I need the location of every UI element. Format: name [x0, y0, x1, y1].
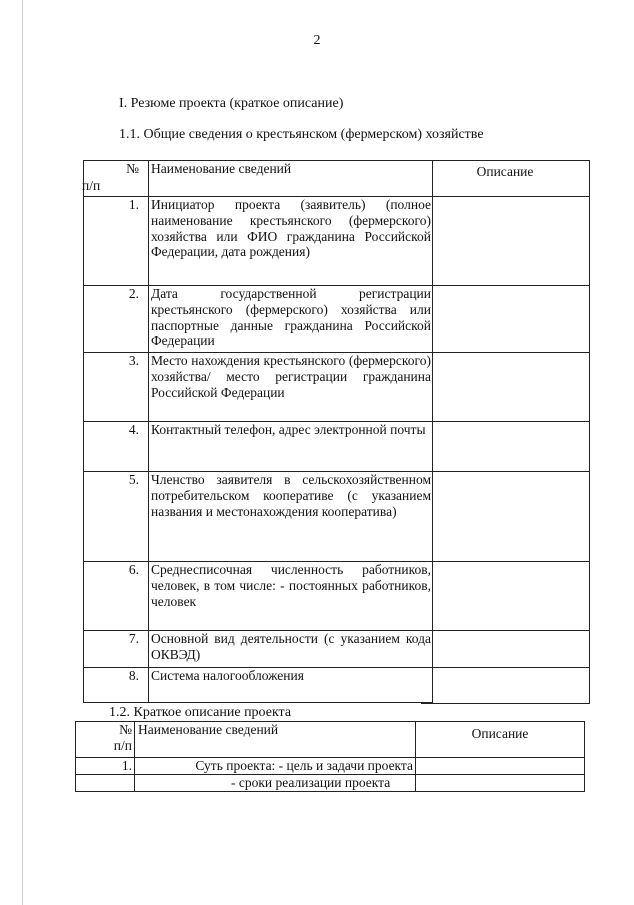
row-number: 5.	[84, 472, 149, 562]
table1-desc-separator	[421, 471, 589, 472]
table1-header-description: Описание	[476, 164, 534, 179]
table1-desc-separator	[421, 561, 589, 562]
section-title: I. Резюме проекта (краткое описание)	[119, 96, 344, 111]
row-number: 1.	[76, 758, 135, 775]
row-name: Инициатор проекта (заявитель) (полное наименование крестьянского (фермерского) хозяйства или ФИО гражданина Российской Федерации, дата рождения)	[149, 197, 433, 286]
table-row	[84, 631, 433, 668]
subsection-1-title: 1.1. Общие сведения о крестьянском (фермерском) хозяйстве	[119, 127, 484, 142]
number-sign: №	[126, 161, 139, 176]
row-number	[76, 775, 135, 792]
table1-desc-separator	[421, 630, 589, 631]
table-row	[84, 668, 433, 703]
subsection-2-title: 1.2. Краткое описание проекта	[109, 705, 292, 720]
number-sign: №	[119, 722, 132, 737]
row-number: 3.	[84, 353, 149, 422]
table-row	[84, 472, 433, 562]
table-row	[84, 422, 433, 472]
table-row	[84, 197, 433, 286]
row-name: Дата государственной регистрации крестьянского (фермерского) хозяйства или паспортные данные гражданина Российской Федерации	[149, 286, 433, 353]
row-name: Членство заявителя в сельскохозяйственном потребительском кооперативе (с указанием названия и местонахождения кооператива)	[149, 472, 433, 562]
table2-header-number	[76, 722, 135, 758]
row-name: Среднесписочная численность работников, человек, в том числе: - постоянных работников, человек	[149, 562, 433, 631]
table1-header-row	[84, 161, 433, 197]
general-info-table	[83, 160, 433, 703]
page-number: 2	[313, 33, 321, 48]
table1-desc-separator	[421, 196, 589, 197]
table-row	[84, 353, 433, 422]
table1-desc-separator	[421, 421, 589, 422]
row-number: 6.	[84, 562, 149, 631]
table1-desc-separator	[421, 352, 589, 353]
table1-description-column	[421, 160, 590, 704]
number-pp: п/п	[82, 178, 101, 193]
table2-header-name: Наименование сведений	[135, 722, 416, 758]
table-row	[76, 758, 585, 775]
table-row	[76, 775, 585, 792]
number-pp: п/п	[113, 738, 132, 753]
table1-header-name: Наименование сведений	[149, 161, 433, 197]
scan-edge-line	[22, 0, 23, 905]
table1-desc-separator	[421, 285, 589, 286]
row-number: 2.	[84, 286, 149, 353]
table1-desc-separator	[421, 667, 589, 668]
row-number: 8.	[84, 668, 149, 703]
row-name: Система налогообложения	[149, 668, 433, 703]
row-name: Суть проекта: - цель и задачи проекта	[135, 758, 416, 775]
row-name: Основной вид деятельности (с указанием кода ОКВЭД)	[149, 631, 433, 668]
row-name: Контактный телефон, адрес электронной почты	[149, 422, 433, 472]
row-name: Место нахождения крестьянского (фермерского) хозяйства/ место регистрации гражданина Российской Федерации	[149, 353, 433, 422]
project-summary-table	[75, 721, 585, 792]
table2-header-row	[76, 722, 585, 758]
table1-header-number	[84, 161, 149, 197]
row-number: 1.	[84, 197, 149, 286]
row-number: 7.	[84, 631, 149, 668]
row-name: - сроки реализации проекта	[135, 775, 416, 792]
row-number: 4.	[84, 422, 149, 472]
table-row	[84, 562, 433, 631]
row-description	[416, 775, 585, 792]
row-description	[416, 758, 585, 775]
table-row	[84, 286, 433, 353]
table2-header-description: Описание	[416, 722, 585, 758]
